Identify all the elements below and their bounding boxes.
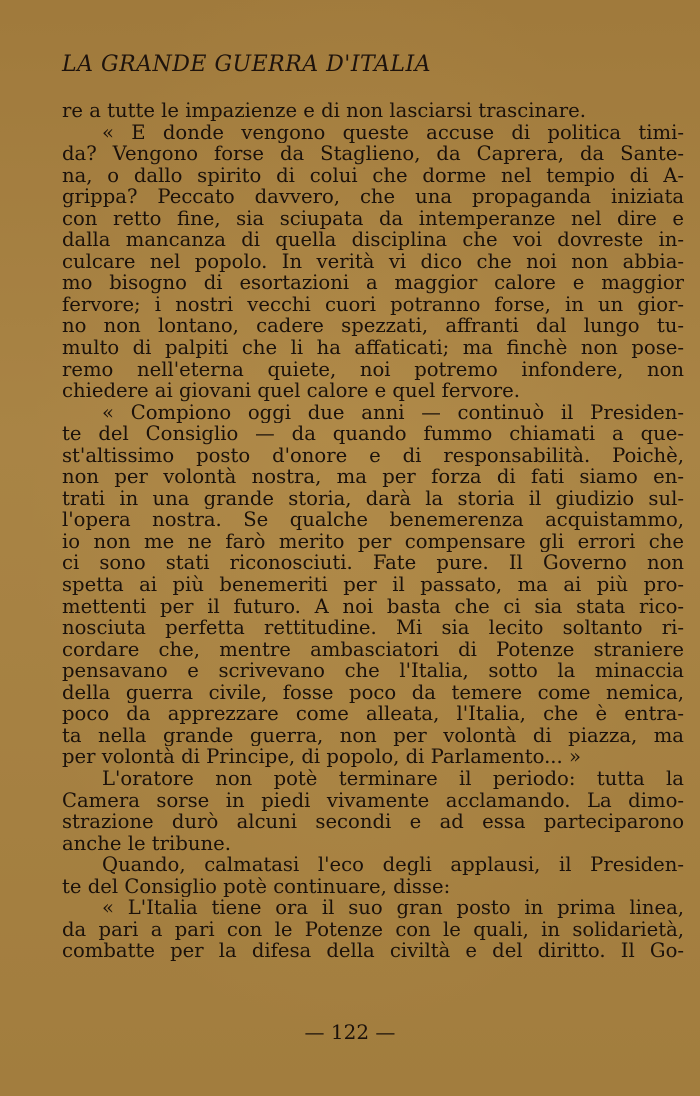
text-line: L'oratore non potè terminare il periodo: tutta la [102, 767, 684, 790]
text-line: poco da apprezzare come alleata, l'Italia, che è entra- [62, 703, 684, 725]
text-line: cordare che, mentre ambasciatori di Potenze straniere [62, 638, 684, 661]
text-line: grippa? Peccato davvero, che una propaganda iniziata [62, 186, 684, 208]
text-line: multo di palpiti che li ha affaticati; ma finchè non pose- [62, 337, 684, 359]
text-line: « Compiono oggi due anni — continuò il Presiden- [102, 401, 684, 424]
text-line: trati in una grande storia, darà la storia il giudizio sul- [62, 487, 684, 510]
text-line: « L'Italia tiene ora il suo gran posto in prima linea, [102, 897, 684, 919]
text-line: chiedere ai giovani quel calore e quel fervore. [62, 380, 520, 402]
text-line: te del Consiglio — da quando fummo chiamati a que- [62, 423, 684, 445]
text-line: ta nella grande guerra, non per volontà di piazza, ma [62, 724, 684, 747]
text-line: io non me ne farò merito per compensare gli errori che [62, 530, 684, 553]
text-line: per volontà di Principe, di popolo, di Parlamento... » [62, 746, 581, 768]
text-line: mettenti per il futuro. A noi basta che ci sia stata rico- [62, 595, 684, 618]
page-number: — 122 — [304, 1020, 396, 1044]
text-line: da pari a pari con le Potenze con le quali, in solidarietà, [62, 918, 684, 941]
text-line: con retto fine, sia sciupata da intemperanze nel dire e [62, 207, 684, 230]
text-line: Quando, calmatasi l'eco degli applausi, il Presiden- [102, 854, 684, 876]
text-line: della guerra civile, fosse poco da temere come nemica, [62, 681, 684, 704]
text-line: dalla mancanza di quella disciplina che voi dovreste in- [62, 229, 684, 251]
text-line: l'opera nostra. Se qualche benemerenza acquistammo, [62, 509, 684, 531]
text-line: da? Vengono forse da Staglieno, da Caprera, da Sante- [62, 143, 684, 165]
text-line: anche le tribune. [62, 832, 231, 855]
text-line: re a tutte le impazienze e di non lasciarsi trascinare. [62, 100, 586, 122]
text-line: non per volontà nostra, ma per forza di fati siamo en- [62, 466, 684, 488]
text-line: te del Consiglio potè continuare, disse: [62, 875, 451, 898]
text-line: Camera sorse in piedi vivamente acclamando. La dimo- [62, 789, 684, 812]
text-line: ci sono stati riconosciuti. Fate pure. Il Governo non [62, 552, 684, 575]
text-line: spetta ai più benemeriti per il passato, ma ai più pro- [62, 574, 684, 596]
text-line: strazione durò alcuni secondi e ad essa parteciparono [62, 811, 684, 833]
text-line: na, o dallo spirito di colui che dorme nel tempio di A- [62, 164, 684, 187]
text-line: remo nell'eterna quiete, noi potremo infondere, non [62, 358, 684, 381]
text-line: fervore; i nostri vecchi cuori potranno forse, in un gior- [62, 293, 684, 316]
text-line: mo bisogno di esortazioni a maggior calore e maggior [62, 272, 684, 294]
running-head: LA GRANDE GUERRA D'ITALIA [62, 52, 432, 77]
text-line: st'altissimo posto d'onore e di responsabilità. Poichè, [62, 444, 684, 467]
body-text [62, 100, 684, 962]
text-line: culcare nel popolo. In verità vi dico che noi non abbia- [62, 250, 684, 273]
text-line: no non lontano, cadere spezzati, affranti dal lungo tu- [62, 315, 684, 338]
text-line: « E donde vengono queste accuse di politica timi- [102, 121, 684, 144]
text-line: nosciuta perfetta rettitudine. Mi sia lecito soltanto ri- [62, 617, 684, 639]
text-line: combatte per la difesa della civiltà e del diritto. Il Go- [62, 940, 684, 962]
text-line: pensavano e scrivevano che l'Italia, sotto la minaccia [62, 660, 684, 682]
